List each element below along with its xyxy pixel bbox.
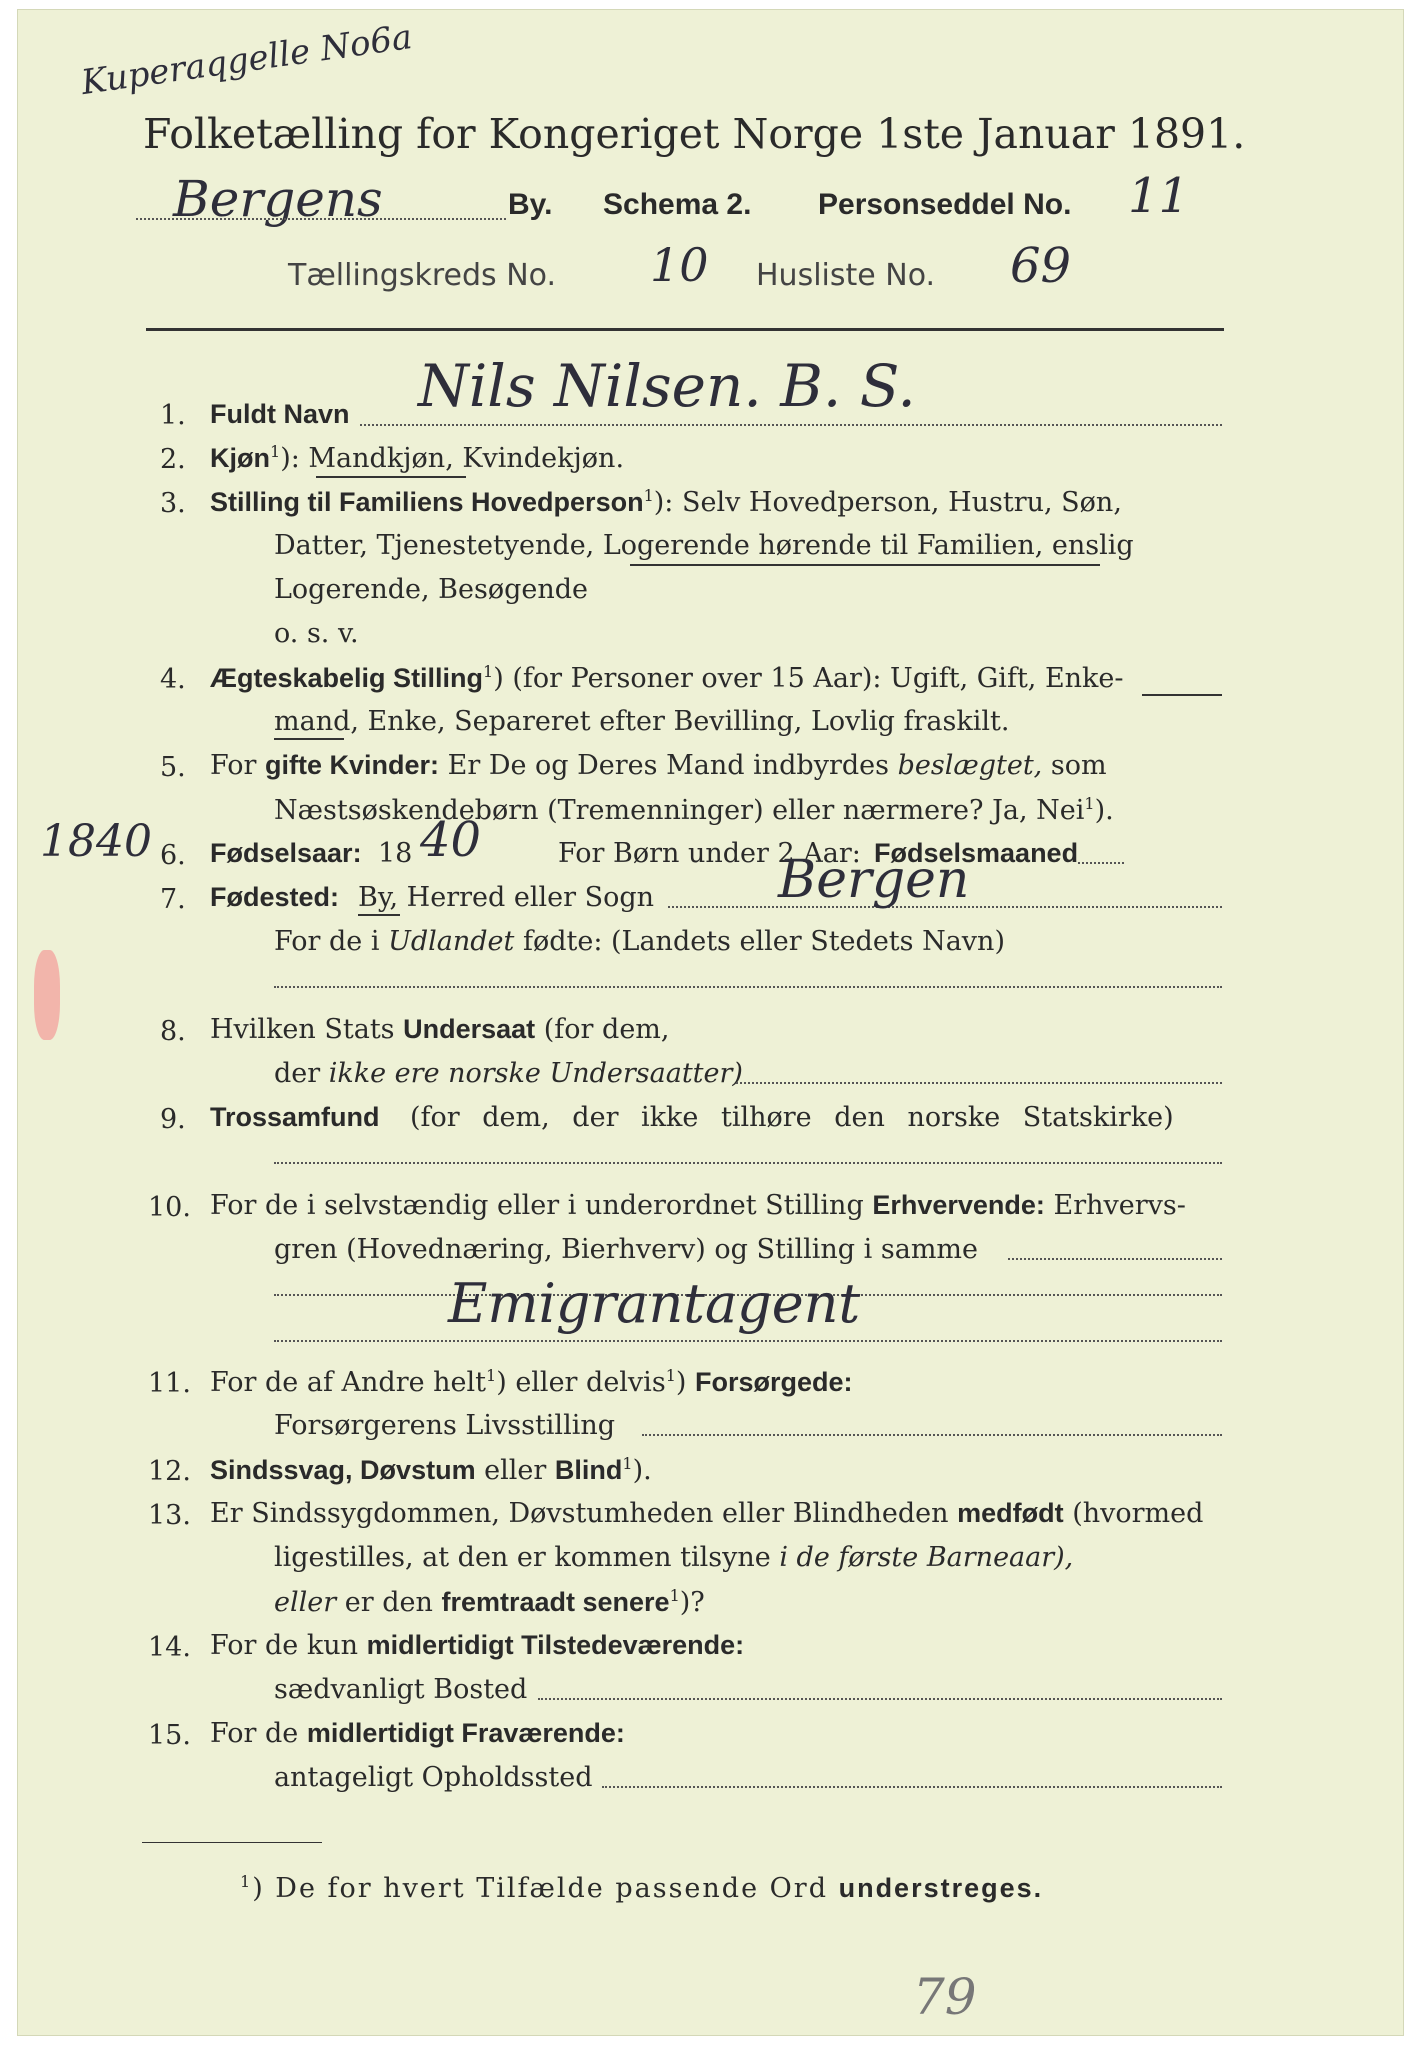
q12-number: 12.	[148, 1456, 191, 1487]
enke-underline	[1142, 694, 1222, 696]
q9-text: (for dem, der ikke tilhøre den norske Statskirke)	[410, 1102, 1174, 1133]
q12-text: eller	[484, 1455, 547, 1486]
full-name-value: Nils Nilsen. B. S.	[418, 352, 916, 420]
q13-text1b: (hvormed	[1072, 1498, 1204, 1529]
q5-line1	[210, 752, 1107, 779]
q15-dots	[602, 1786, 1222, 1788]
q2-sup: 1	[270, 442, 281, 461]
q10-text1b: Erhvervs-	[1053, 1190, 1186, 1221]
q1-dots	[360, 424, 1222, 426]
q5-line2	[274, 796, 1114, 824]
q3-line3: Logerende, Besøgende	[274, 574, 588, 605]
q10-number: 10.	[148, 1192, 191, 1223]
mandkjon-underline	[316, 476, 466, 478]
q8-text2b: ikke ere norske Undersaatter)	[328, 1058, 743, 1089]
footnote-bold: understreges.	[838, 1873, 1044, 1903]
q8-text2a: der	[274, 1058, 321, 1089]
q5-text1a: Er De og Deres Mand indbyrdes	[447, 750, 889, 781]
q2-line	[210, 444, 624, 472]
footnote-text: ) De for hvert Tilfælde passende Ord	[252, 1873, 828, 1904]
archive-note: Kuperaqgelle No6a	[78, 16, 415, 104]
city-dots	[136, 218, 506, 220]
q11-line1	[210, 1368, 853, 1396]
red-stain	[34, 950, 60, 1040]
by-label: By.	[508, 188, 553, 221]
q14-label: midlertidigt Tilstedeværende:	[366, 1630, 745, 1660]
q13-label2: fremtraadt senere	[441, 1587, 670, 1617]
q2-number: 2.	[160, 444, 186, 475]
kreds-no: 10	[650, 238, 709, 292]
q4-label: Ægteskabelig Stilling	[210, 663, 484, 693]
q10-line1	[210, 1192, 1186, 1219]
q8-text1a: Hvilken Stats	[210, 1014, 395, 1045]
q7-text2c: fødte: (Landets eller Stedets Navn)	[522, 926, 1005, 957]
q15-text1a: For de	[210, 1718, 299, 1749]
q9-dots	[274, 1162, 1222, 1164]
q13-text3a: eller	[274, 1587, 337, 1618]
footnote-sup: 1	[240, 1872, 253, 1891]
q14-text1a: For de kun	[210, 1630, 358, 1661]
q8-text1b: (for dem,	[543, 1014, 670, 1045]
q7-text: By, Herred eller Sogn	[358, 882, 654, 913]
form-title: Folketælling for Kongeriget Norge 1ste Januar 1891.	[143, 110, 1246, 158]
q13-text3b: er den	[344, 1587, 433, 1618]
page-number: 79	[913, 1968, 977, 2026]
q11-sup2: 1	[665, 1366, 676, 1385]
q15-line2: antageligt Opholdssted	[274, 1762, 593, 1793]
birth-year-margin-note: 1840	[40, 816, 152, 867]
q10-label: Erhvervende:	[872, 1190, 1045, 1220]
q5-label: gifte Kvinder:	[265, 750, 440, 780]
kreds-label: Tællingskreds No.	[288, 258, 556, 293]
q3-label: Stilling til Familiens Hovedperson	[210, 487, 644, 517]
q6-label: Fødselsaar:	[210, 838, 362, 868]
q11-sup1: 1	[486, 1366, 497, 1385]
q5-sup: 1	[1084, 794, 1095, 813]
q5-text2: Næstsøskendebørn (Tremenninger) eller nærmere? Ja, Nei	[274, 795, 1085, 826]
q13-line1	[210, 1500, 1203, 1527]
q8-line1	[210, 1016, 669, 1043]
q4-text1: ) (for Personer over 15 Aar): Ugift, Gift, Enke-	[493, 663, 1124, 694]
q11-text1c: )	[675, 1367, 687, 1398]
q1-label: Fuldt Navn	[210, 399, 350, 429]
q15-label: midlertidigt Fraværende:	[306, 1718, 625, 1748]
q7-dots2	[274, 986, 1222, 988]
q7-number: 7.	[160, 884, 186, 915]
q13-label: medfødt	[957, 1498, 1064, 1528]
personseddel-no: 11	[1128, 168, 1190, 224]
q3-text1: ): Selv Hovedperson, Hustru, Søn,	[653, 487, 1122, 518]
q6-label2: Fødselsmaaned	[874, 838, 1079, 868]
q11-number: 11.	[148, 1368, 191, 1399]
q6-text: For Børn under 2 Aar:	[558, 838, 861, 869]
q14-line2: sædvanligt Bosted	[274, 1674, 528, 1705]
q2-text: ): Mandkjøn, Kvindekjøn.	[280, 443, 625, 474]
q3-line1	[210, 488, 1122, 516]
by-underline	[358, 914, 400, 916]
q8-label: Undersaat	[403, 1014, 536, 1044]
q8-dots	[736, 1082, 1222, 1084]
schema-label: Schema 2.	[603, 188, 752, 221]
q9-label: Trossamfund	[210, 1102, 380, 1132]
q15-line1	[210, 1720, 625, 1747]
birthplace-value: Bergen	[778, 850, 970, 910]
husliste-label: Husliste No.	[756, 258, 936, 293]
footnote-rule	[142, 1842, 322, 1843]
personseddel-label: Personseddel No.	[818, 188, 1072, 221]
q14-line1	[210, 1632, 744, 1659]
q7-line2	[274, 928, 1005, 955]
footnote	[240, 1872, 1043, 1904]
q3-line4: o. s. v.	[274, 618, 359, 649]
q2-label: Kjøn	[210, 443, 270, 473]
logerende-underline	[630, 564, 1100, 566]
occupation-value: Emigrantagent	[448, 1272, 861, 1335]
q13-line3	[274, 1588, 705, 1616]
q14-dots	[538, 1698, 1222, 1700]
q13-text2a: ligestilles, at den er kommen tilsyne	[274, 1542, 771, 1573]
q4-sup: 1	[483, 662, 494, 681]
q6-number: 6.	[160, 840, 186, 871]
q5-number: 5.	[160, 752, 186, 783]
q6-dots	[1078, 862, 1124, 864]
q5-text2end: ).	[1094, 795, 1114, 826]
birth-year-value: 40	[420, 812, 482, 868]
q12-line	[210, 1456, 652, 1484]
mand-underline	[274, 738, 344, 740]
q10-dots1	[1008, 1258, 1222, 1260]
q10-line2: gren (Hovednæring, Bierhverv) og Stilling i samme	[274, 1234, 979, 1265]
q13-text2b: i de første Barneaar),	[779, 1542, 1074, 1573]
q9-number: 9.	[160, 1104, 186, 1135]
q13-end: )?	[679, 1587, 705, 1618]
census-form	[18, 10, 1403, 2035]
city-name: Bergens	[173, 170, 383, 228]
birth-year-prefix: 18	[378, 838, 413, 869]
q15-number: 15.	[148, 1720, 191, 1751]
q7-text2a: For de i	[274, 926, 380, 957]
q4-line1	[210, 664, 1124, 692]
q3-sup: 1	[643, 486, 654, 505]
q13-number: 13.	[148, 1500, 191, 1531]
q13-line2	[274, 1544, 1073, 1571]
q11-line2: Forsørgerens Livsstilling	[274, 1410, 616, 1441]
q13-sup: 1	[669, 1586, 680, 1605]
q3-line2: Datter, Tjenestetyende, Logerende hørende til Familien, enslig	[274, 530, 1134, 561]
q1-number: 1.	[160, 400, 186, 431]
q7-label: Fødested:	[210, 882, 340, 912]
q4-line2: mand, Enke, Separeret efter Bevilling, Lovlig fraskilt.	[274, 706, 1010, 737]
q4-number: 4.	[160, 664, 186, 695]
q5-pre: For	[210, 750, 257, 781]
header-rule	[146, 328, 1224, 331]
q5-text1c: som	[1050, 750, 1107, 781]
q3-number: 3.	[160, 488, 186, 519]
q12-label: Sindssvag, Døvstum	[210, 1455, 476, 1485]
husliste-no: 69	[1010, 238, 1072, 294]
q12-end: ).	[632, 1455, 652, 1486]
q5-text1b: beslægtet,	[897, 750, 1043, 781]
q10-text1a: For de i selvstændig eller i underordnet Stilling	[210, 1190, 864, 1221]
q12-label2: Blind	[554, 1455, 623, 1485]
q12-sup: 1	[622, 1454, 633, 1473]
q11-text1a: For de af Andre helt	[210, 1367, 487, 1398]
q11-dots	[642, 1434, 1222, 1436]
q11-text1b: ) eller delvis	[496, 1367, 666, 1398]
q8-line2	[274, 1060, 743, 1087]
q13-text1a: Er Sindssygdommen, Døvstumheden eller Blindheden	[210, 1498, 949, 1529]
q8-number: 8.	[160, 1016, 186, 1047]
q7-text2b: Udlandet	[388, 926, 515, 957]
q14-number: 14.	[148, 1632, 191, 1663]
q10-dots3	[274, 1340, 1222, 1342]
q11-label: Forsørgede:	[695, 1367, 853, 1397]
